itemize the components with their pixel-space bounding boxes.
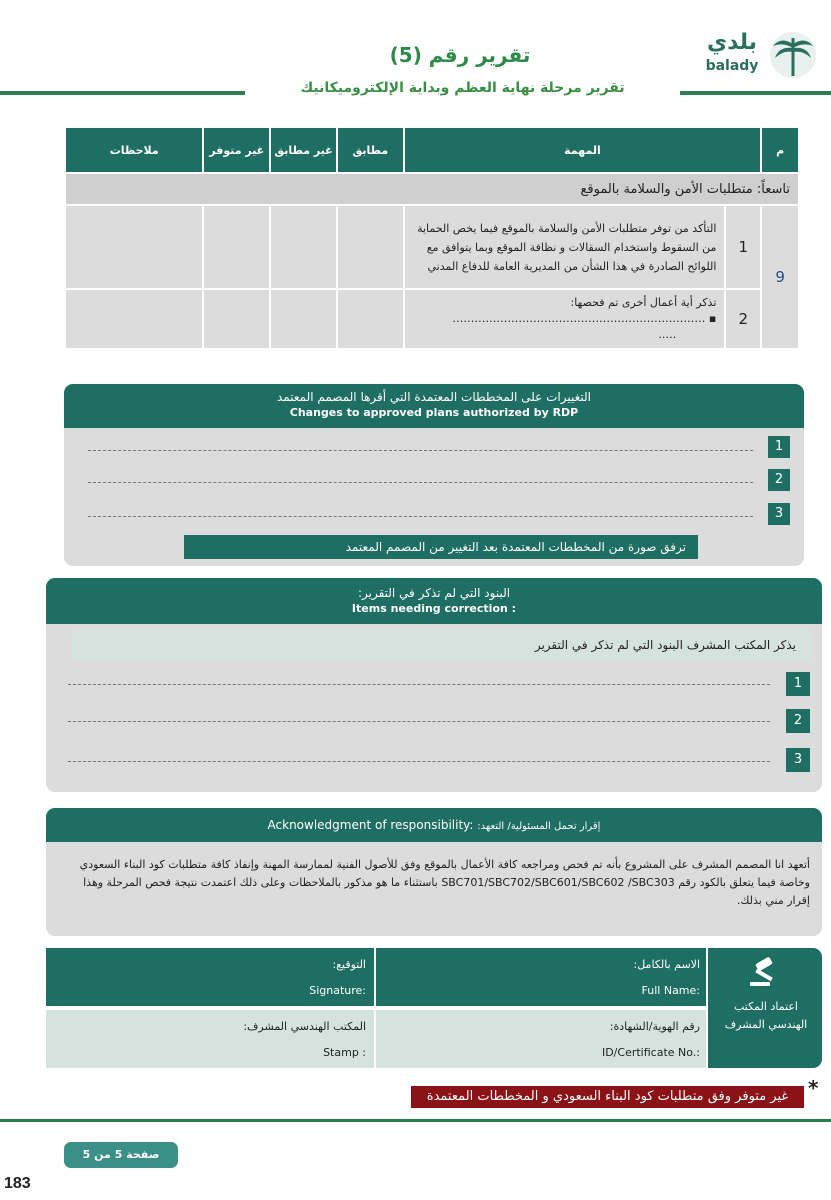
full-name-cell[interactable] <box>376 948 706 1006</box>
dots-line: …………………………………………………………… <box>452 312 706 325</box>
changes-title-en: Changes to approved plans authorized by RDP <box>289 406 579 419</box>
office-label-ar: المكتب الهندسي المشرف: <box>243 1020 366 1033</box>
corrections-line-1[interactable] <box>68 684 770 685</box>
acknowledgment-title-ar: إقرار تحمل المسئولية/ التعهد: <box>477 821 601 832</box>
corrections-num-2: 2 <box>786 709 810 733</box>
cell-nomatch[interactable] <box>270 205 337 289</box>
stamp-cell[interactable] <box>46 1010 374 1068</box>
corrections-title-ar: البنود التي لم تذكر في التقرير: <box>357 586 511 600</box>
changes-num-1: 1 <box>768 436 790 458</box>
footer-line <box>0 1119 831 1122</box>
corrections-header <box>46 578 822 624</box>
page-indicator: صفحة 5 من 5 <box>64 1142 178 1168</box>
signature-label-ar: التوقيع: <box>332 958 366 971</box>
cell-notes[interactable] <box>65 289 203 349</box>
col-task: المهمة <box>404 127 762 173</box>
corrections-section <box>46 578 822 792</box>
id-label-en: ID/Certificate No.: <box>601 1046 700 1059</box>
changes-section <box>64 384 804 566</box>
changes-line-2[interactable] <box>88 482 753 483</box>
col-unavailable: غير متوفر <box>203 127 270 173</box>
corrections-title-en: Items needing correction : <box>351 602 517 615</box>
footnote-star: * <box>808 1076 819 1100</box>
changes-attach-note: ترفق صورة من المخططات المعتمدة بعد التغيير من المصمم المعتمد <box>184 535 698 559</box>
page-title: تقرير رقم (5) <box>389 43 531 67</box>
acknowledgment-header <box>46 808 822 842</box>
approval-label: اعتماد المكتب الهندسي المشرف <box>724 1000 808 1031</box>
cell-unavailable[interactable] <box>203 205 270 289</box>
row-number: 1 <box>725 205 761 289</box>
section-number: 9 <box>761 205 799 349</box>
inspection-table <box>64 126 800 350</box>
corrections-num-3: 3 <box>786 748 810 772</box>
col-nomatch: غير مطابق <box>270 127 337 173</box>
full-name-label-en: Full Name: <box>641 984 700 997</box>
corrections-instruction: يذكر المكتب المشرف البنود التي لم تذكر في التقرير <box>72 630 812 660</box>
cell-match[interactable] <box>337 205 404 289</box>
changes-title-ar: التغييرات على المخططات المعتمدة التي أقرها المصمم المعتمد <box>276 390 592 404</box>
page-number: 183 <box>4 1175 31 1192</box>
footnote: غير متوفر وفق متطلبات كود البناء السعودي و المخططات المعتمدة <box>411 1086 804 1108</box>
logo-latin: balady <box>705 58 759 74</box>
acknowledgment-title-en: Acknowledgment of responsibility: <box>267 818 474 832</box>
row-task: التأكد من توفر متطلبات الأمن والسلامة بالموقع فيما يخص الحماية من السقوط واستخدام السقالات و نظافة الموقع وبما يتوافق مع اللوائح الصادرة في هذا الشأن من المديرية العامة للدفاع المدني <box>404 205 726 289</box>
logo-arabic: بلدي <box>706 30 758 55</box>
changes-num-2: 2 <box>768 469 790 491</box>
header-line-left <box>0 91 245 95</box>
section-title: تاسعاً: متطلبات الأمن والسلامة بالموقع <box>65 173 799 205</box>
row-task-text: تذكر أية أعمال أخرى تم فحصها: <box>570 296 717 309</box>
changes-num-3: 3 <box>768 503 790 525</box>
acknowledgment-section <box>46 808 822 936</box>
page-subtitle: تقرير مرحلة نهاية العظم وبداية الإلكتروميكانيك <box>300 80 625 96</box>
full-name-label-ar: الاسم بالكامل: <box>633 958 700 971</box>
stamp-label-en: Stamp : <box>323 1046 366 1059</box>
acknowledgment-body: أتعهد انا المصمم المشرف على المشروع بأنه تم فحص ومراجعه كافة الأعمال بالموقع وفق للأصول الفنية لممارسة المهنة وإنفاذ كافة متطلبات كود البناء السعودي وخاصة فيما يتعلق بالكود رقم SBC701/SBC702/SBC601/SBC602 /SBC303 باستثناء ما هو مذكور بالملاحظات وعلى ذلك اعتمدت نتيجة فحص المرحلة وهذا إقرار مني بذلك. <box>79 858 810 907</box>
corrections-line-3[interactable] <box>68 761 770 762</box>
cell-notes[interactable] <box>65 205 203 289</box>
signature-label-en: Signature: <box>309 984 366 997</box>
cell-match[interactable] <box>337 289 404 349</box>
col-notes: ملاحظات <box>65 127 203 173</box>
cell-unavailable[interactable] <box>203 289 270 349</box>
id-cell[interactable] <box>376 1010 706 1068</box>
gavel-icon <box>748 956 784 988</box>
logo <box>697 30 817 82</box>
dots-line-2: ….. <box>658 328 677 341</box>
col-match: مطابق <box>337 127 404 173</box>
row-task <box>404 289 726 349</box>
approval-label-box <box>708 948 822 1068</box>
col-num: م <box>761 127 799 173</box>
bullet-icon: ▪ <box>708 312 717 325</box>
id-label-ar: رقم الهوية/الشهادة: <box>609 1020 700 1033</box>
signature-cell[interactable] <box>46 948 374 1006</box>
palm-logo-icon <box>769 30 817 80</box>
corrections-line-2[interactable] <box>68 721 770 722</box>
changes-line-3[interactable] <box>88 516 753 517</box>
corrections-num-1: 1 <box>786 672 810 696</box>
cell-nomatch[interactable] <box>270 289 337 349</box>
changes-line-1[interactable] <box>88 450 753 451</box>
row-number: 2 <box>725 289 761 349</box>
header-line-right <box>680 91 831 95</box>
approval-section <box>46 948 822 1068</box>
changes-header <box>64 384 804 428</box>
